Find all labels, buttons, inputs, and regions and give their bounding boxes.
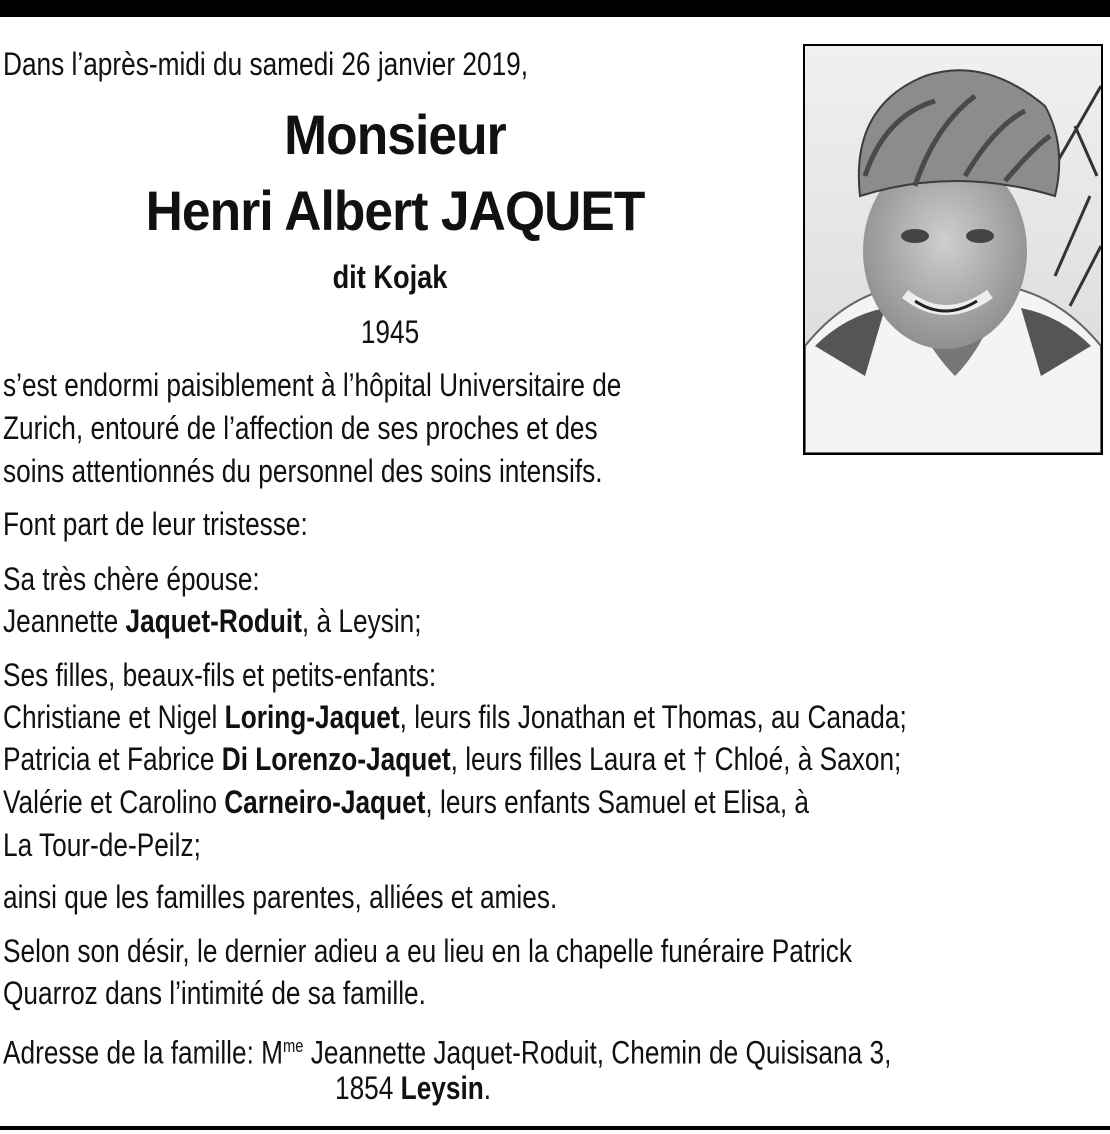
child-2-rest: , leurs filles Laura et † Chloé, à Saxon;: [450, 741, 902, 777]
death-text-line-2: Zurich, entouré de l’affection de ses proches et des: [3, 410, 598, 446]
child-line-4: La Tour-de-Peilz;: [3, 827, 201, 863]
child-line-1: [3, 698, 907, 736]
top-border: [0, 0, 1110, 17]
portrait-illustration: [805, 46, 1101, 453]
spouse-heading: Sa très chère épouse:: [3, 561, 260, 597]
nickname: dit Kojak: [332, 259, 448, 295]
bottom-border: [0, 1126, 1110, 1130]
child-1-last: Loring-Jaquet: [224, 699, 400, 735]
child-3-last: Carneiro-Jaquet: [224, 784, 426, 820]
spouse-last: Jaquet-Roduit: [125, 603, 302, 639]
birth-year: 1945: [360, 314, 420, 350]
portrait-photo: [803, 44, 1103, 455]
funeral-line-2: Quarroz dans l’intimité de sa famille.: [3, 975, 426, 1011]
address-honorific: M: [261, 1034, 284, 1071]
address-postal: 1854: [335, 1070, 401, 1106]
child-3-first: Valérie et Carolino: [3, 784, 225, 820]
intro-text: Dans l’après-midi du samedi 26 janvier 2019,: [3, 46, 529, 82]
spouse-rest: , à Leysin;: [301, 603, 422, 639]
child-line-2: [3, 740, 901, 778]
address-label: Adresse de la famille:: [3, 1034, 262, 1071]
title-line-2: Henri Albert JAQUET: [145, 179, 645, 242]
child-1-first: Christiane et Nigel: [3, 699, 225, 735]
title-line-1: Monsieur: [284, 103, 506, 166]
death-text-line-1: s’est endormi paisiblement à l’hôpital Universitaire de: [3, 367, 622, 403]
spouse-line: [3, 602, 422, 640]
relatives-text: ainsi que les familles parentes, alliées et amies.: [3, 879, 558, 915]
child-1-rest: , leurs fils Jonathan et Thomas, au Canada;: [399, 699, 907, 735]
spouse-first: Jeannette: [3, 603, 126, 639]
address-end: .: [483, 1070, 492, 1106]
announce-text: Font part de leur tristesse:: [3, 506, 308, 542]
address-line-2: [335, 1069, 491, 1107]
address-honorific-sup: me: [283, 1036, 304, 1056]
funeral-line-1: Selon son désir, le dernier adieu a eu lieu en la chapelle funéraire Patrick: [3, 933, 852, 969]
address-city: Leysin: [400, 1070, 484, 1106]
children-heading: Ses filles, beaux-fils et petits-enfants:: [3, 657, 437, 693]
child-3-rest: , leurs enfants Samuel et Elisa, à: [425, 784, 810, 820]
child-2-last: Di Lorenzo-Jaquet: [221, 741, 451, 777]
child-line-3: [3, 783, 809, 821]
child-2-first: Patricia et Fabrice: [3, 741, 222, 777]
address-line1-rest: Jeannette Jaquet-Roduit, Chemin de Quisisana 3,: [303, 1034, 892, 1071]
address-line-1: [3, 1027, 891, 1072]
death-text-line-3: soins attentionnés du personnel des soins intensifs.: [3, 453, 603, 489]
